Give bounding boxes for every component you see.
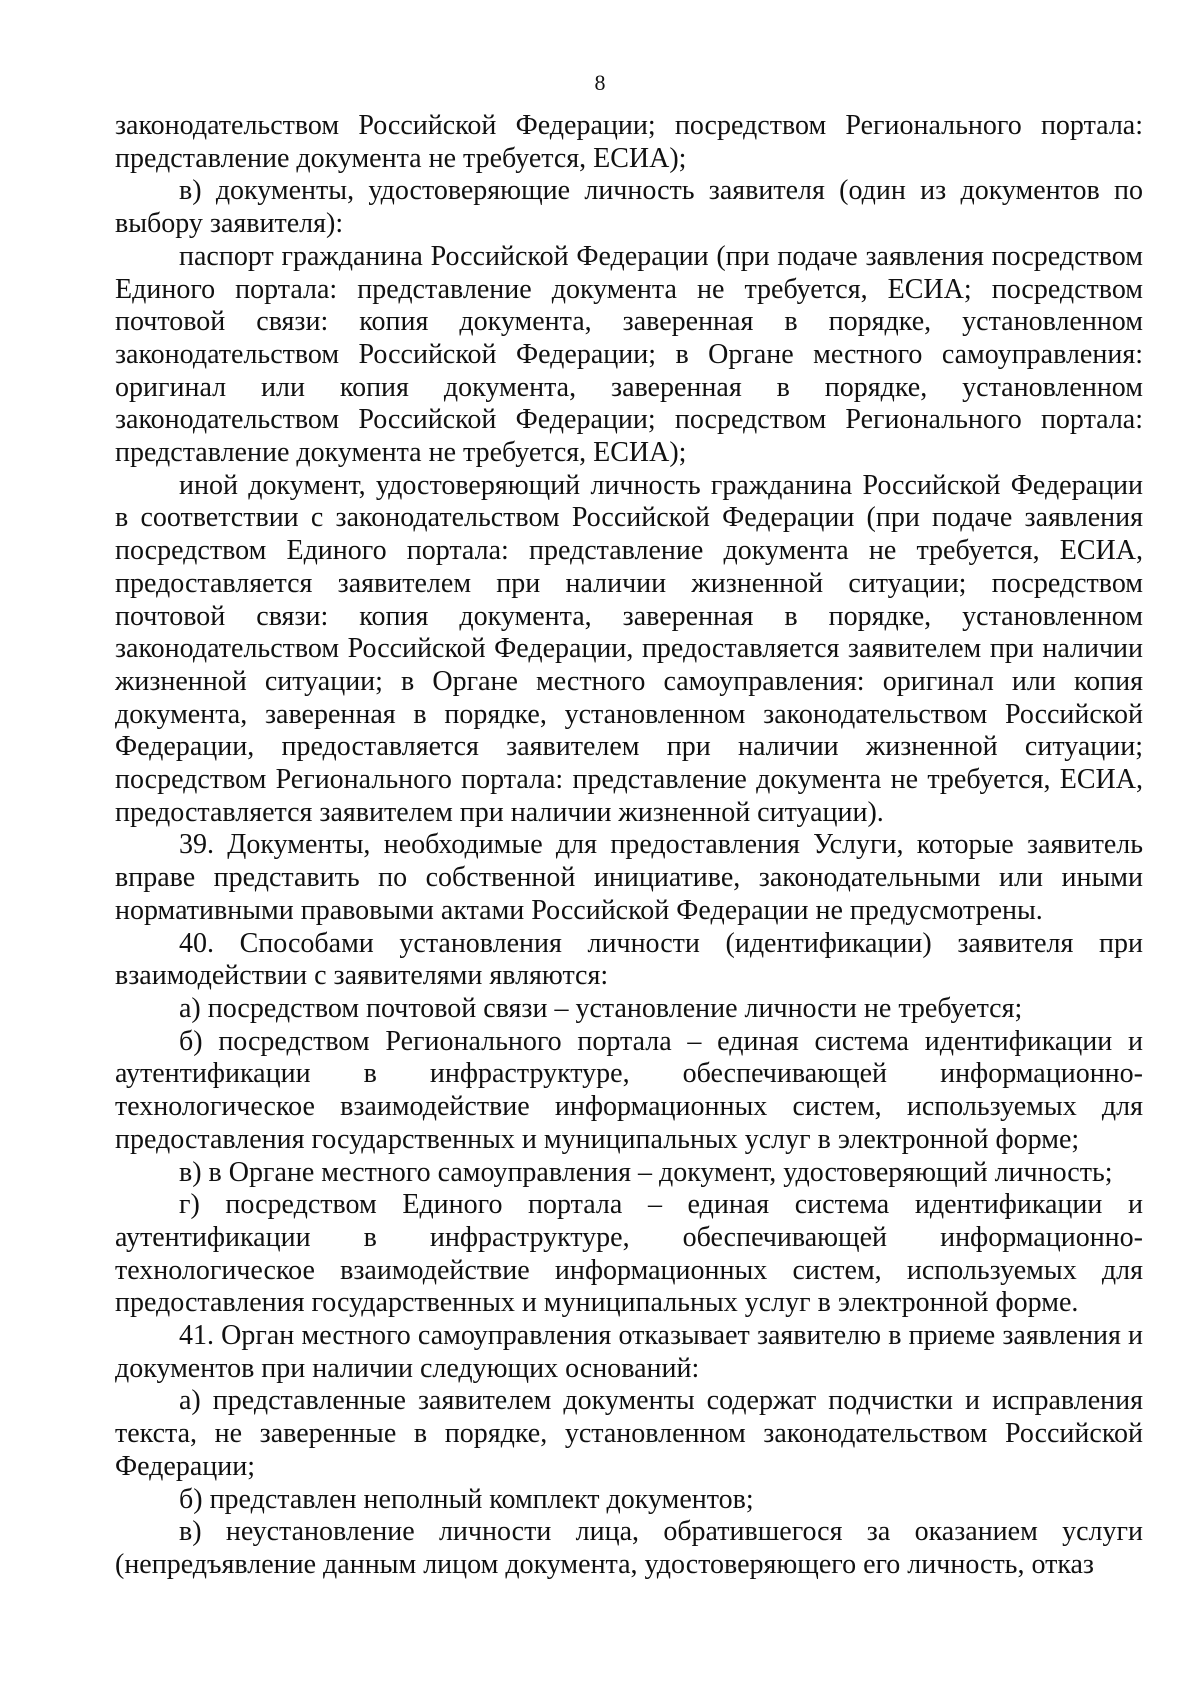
- document-body: [115, 110, 1143, 1582]
- paragraph: а) представленные заявителем документы содержат подчистки и исправления текста, не заверенные в порядке, установленном законодательством Российской Федерации;: [115, 1385, 1143, 1482]
- paragraph: в) неустановление личности лица, обратившегося за оказанием услуги (непредъявление данным лицом документа, удостоверяющего его личность, отказ: [115, 1516, 1143, 1580]
- paragraph: законодательством Российской Федерации; посредством Регионального портала: представление документа не требуется, ЕСИА);: [115, 110, 1143, 174]
- paragraph: в) в Органе местного самоуправления – документ, удостоверяющий личность;: [179, 1156, 1113, 1188]
- paragraph: паспорт гражданина Российской Федерации (при подаче заявления посредством Единого портала: представление документа не требуется, ЕСИА; посредством почтовой связи: копия документа, заверенная в порядке, установленном законодательством Российской Федерации; в Органе местного самоуправления: оригинал или копия документа, заверенная в порядке, установленном законодательством Российской Федерации; посредством Регионального портала: представление документа не требуется, ЕСИА);: [115, 240, 1143, 469]
- paragraph: 41. Орган местного самоуправления отказывает заявителю в приеме заявления и документов при наличии следующих оснований:: [115, 1320, 1143, 1384]
- paragraph: 39. Документы, необходимые для предоставления Услуги, которые заявитель вправе представить по собственной инициативе, законодательными или иными нормативными правовыми актами Российской Федерации не предусмотрены.: [115, 829, 1143, 926]
- paragraph: иной документ, удостоверяющий личность гражданина Российской Федерации в соответствии с законодательством Российской Федерации (при подаче заявления посредством Единого портала: представление документа не требуется, ЕСИА, предоставляется заявителем при наличии жизненной ситуации; посредством почтовой связи: копия документа, заверенная в порядке, установленном законодательством Российской Федерации, предоставляется заявителем при наличии жизненной ситуации; в Органе местного самоуправления: оригинал или копия документа, заверенная в порядке, установленном законодательством Российской Федерации, предоставляется заявителем при наличии жизненной ситуации; посредством Регионального портала: представление документа не требуется, ЕСИА, предоставляется заявителем при наличии жизненной ситуации).: [115, 469, 1143, 828]
- paragraph: б) представлен неполный комплект документов;: [179, 1483, 754, 1515]
- paragraph: г) посредством Единого портала – единая система идентификации и аутентификации в инфраструктуре, обеспечивающей информационно-технологическое взаимодействие информационных систем, используемых для предоставления государственных и муниципальных услуг в электронной форме.: [115, 1189, 1143, 1319]
- paragraph: в) документы, удостоверяющие личность заявителя (один из документов по выбору заявителя):: [115, 175, 1143, 240]
- paragraph: а) посредством почтовой связи – установление личности не требуется;: [179, 992, 1023, 1024]
- paragraph: 40. Способами установления личности (идентификации) заявителя при взаимодействии с заявителями являются:: [115, 927, 1143, 992]
- page-number: 8: [594, 70, 606, 95]
- paragraph: б) посредством Регионального портала – единая система идентификации и аутентификации в инфраструктуре, обеспечивающей информационно-технологическое взаимодействие информационных систем, используемых для предоставления государственных и муниципальных услуг в электронной форме;: [115, 1025, 1143, 1155]
